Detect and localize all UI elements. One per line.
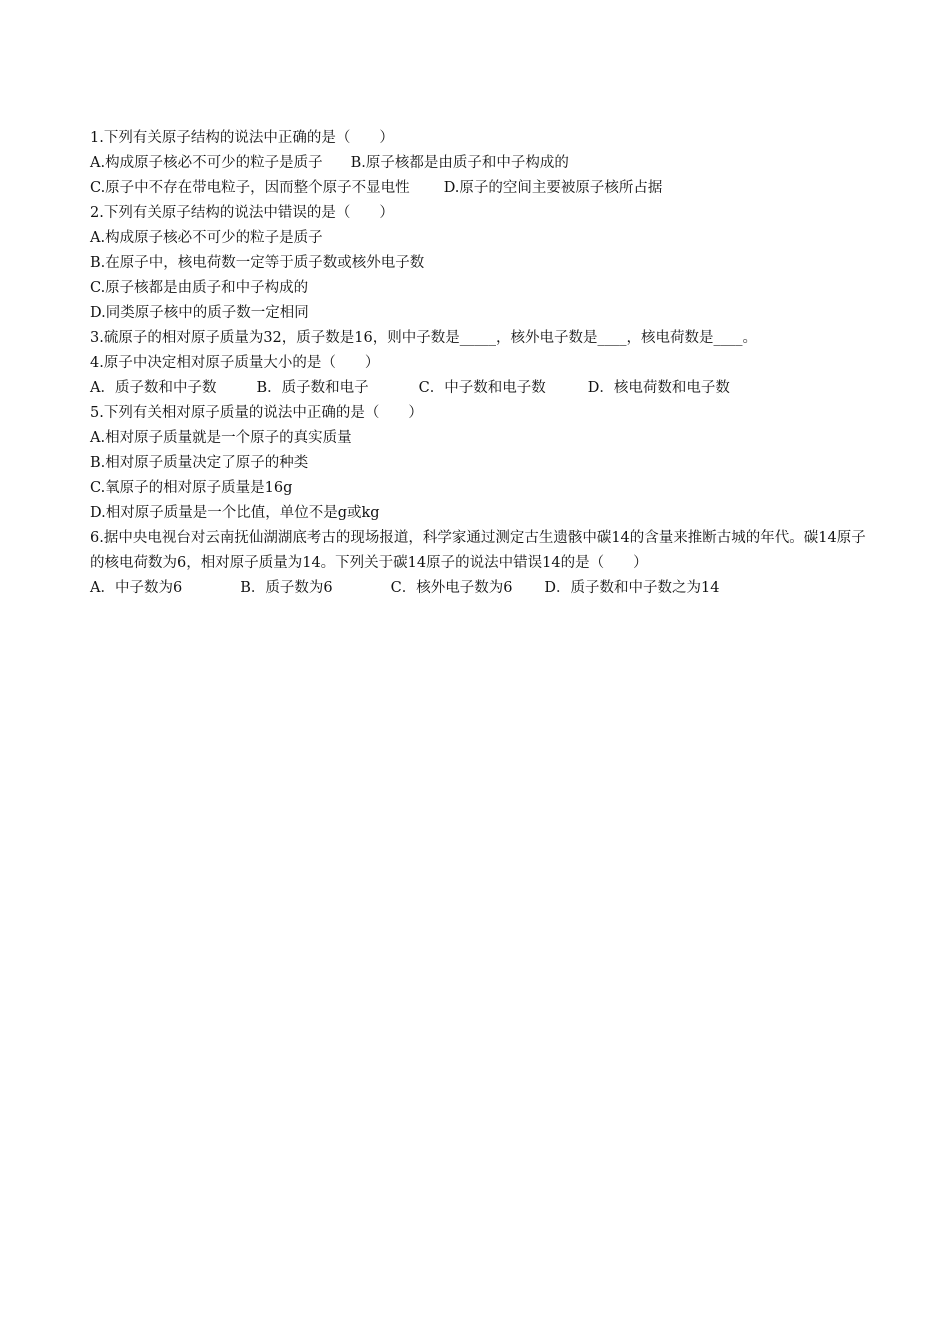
question-3-stem: 3.硫原子的相对原子质量为32，质子数是16，则中子数是_____，核外电子数是____，核电荷数是____。 bbox=[90, 330, 757, 346]
question-6-options bbox=[90, 576, 870, 601]
question-5-option-a: A.相对原子质量就是一个原子的真实质量 bbox=[90, 430, 352, 446]
question-2-stem: 2.下列有关原子结构的说法中错误的是（ ） bbox=[90, 205, 394, 221]
question-2-option-d: D.同类原子核中的质子数一定相同 bbox=[90, 305, 309, 321]
question-6-option-a: A．中子数为6 bbox=[90, 580, 183, 596]
question-6-option-d: D．质子数和中子数之为14 bbox=[544, 580, 720, 596]
question-5-stem: 5.下列有关相对原子质量的说法中正确的是（ ） bbox=[90, 405, 423, 421]
question-4-option-a: A．质子数和中子数 bbox=[90, 380, 217, 396]
question-1-options-row1 bbox=[90, 151, 870, 176]
question-2-option-a: A.构成原子核必不可少的粒子是质子 bbox=[90, 230, 323, 246]
worksheet bbox=[90, 126, 870, 601]
question-4-options bbox=[90, 376, 870, 401]
question-6-option-c: C．核外电子数为6 bbox=[390, 580, 513, 596]
question-2-option-b: B.在原子中，核电荷数一定等于质子数或核外电子数 bbox=[90, 255, 425, 271]
question-1-option-b: B.原子核都是由质子和中子构成的 bbox=[350, 155, 569, 171]
question-4-option-c: C．中子数和电子数 bbox=[418, 380, 546, 396]
question-2-option-c: C.原子核都是由质子和中子构成的 bbox=[90, 280, 309, 296]
question-1-option-c: C.原子中不存在带电粒子，因而整个原子不显电性 bbox=[90, 180, 410, 196]
question-1-option-a: A.构成原子核必不可少的粒子是质子 bbox=[90, 155, 323, 171]
question-6-option-b: B．质子数为6 bbox=[240, 580, 333, 596]
question-4-stem: 4.原子中决定相对原子质量大小的是（ ） bbox=[90, 355, 380, 371]
question-4-option-b: B．质子数和电子 bbox=[256, 380, 369, 396]
question-1-stem: 1.下列有关原子结构的说法中正确的是（ ） bbox=[90, 130, 394, 146]
question-5-option-d: D.相对原子质量是一个比值，单位不是g或kg bbox=[90, 505, 380, 521]
question-5-option-b: B.相对原子质量决定了原子的种类 bbox=[90, 455, 309, 471]
question-4-option-d: D．核电荷数和电子数 bbox=[587, 380, 730, 396]
question-5-option-c: C.氧原子的相对原子质量是16g bbox=[90, 480, 293, 496]
question-1-option-d: D.原子的空间主要被原子核所占据 bbox=[443, 180, 663, 196]
question-6-stem: 6.据中央电视台对云南抚仙湖湖底考古的现场报道，科学家通过测定古生遗骸中碳14的含量来推断古城的年代。碳14原子的核电荷数为6，相对原子质量为14。下列关于碳14原子的说法中错误14的是（ ） bbox=[90, 530, 866, 571]
question-1-options-row2 bbox=[90, 176, 870, 201]
